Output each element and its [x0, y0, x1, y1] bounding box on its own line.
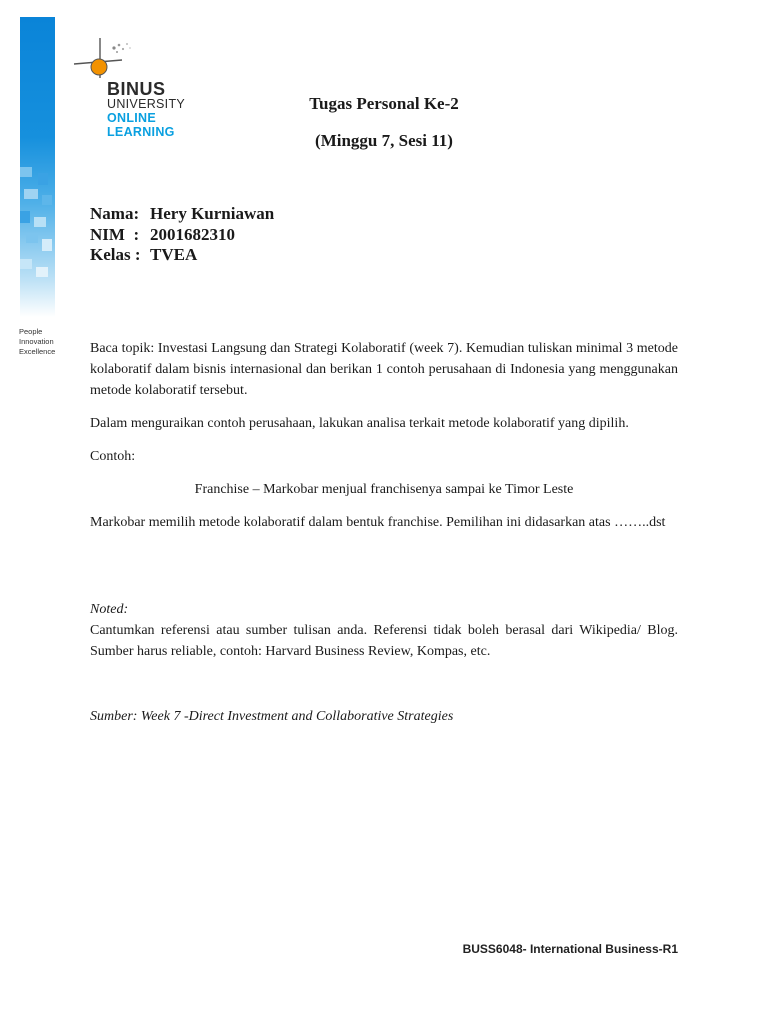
tagline-innovation: Innovation [19, 337, 54, 346]
footer-course-code: BUSS6048- International Business-R1 [462, 942, 678, 956]
logo-binus-text: BINUS [107, 79, 166, 99]
nim-label: NIM : [90, 224, 140, 244]
kelas-row [90, 245, 274, 266]
kelas-value: TVEA [150, 245, 198, 264]
tagline-people: People [19, 327, 43, 336]
nim-row [90, 225, 274, 246]
student-identity [90, 204, 274, 266]
nama-row [90, 204, 274, 225]
brand-stripe [20, 17, 55, 317]
assignment-body [90, 338, 678, 545]
page-subtitle: (Minggu 7, Sesi 11) [315, 131, 453, 150]
nim-value: 2001682310 [150, 224, 235, 244]
logo-university-text: UNIVERSITY [107, 97, 186, 111]
logo-online-text: ONLINE [107, 111, 157, 125]
noted-section [90, 599, 678, 662]
example-heading: Franchise – Markobar menjual franchisenya sampai ke Timor Leste [194, 482, 574, 497]
stripe-mosaic [20, 167, 55, 317]
binus-logo [70, 36, 190, 146]
tagline [19, 327, 55, 357]
noted-label: Noted: [90, 602, 129, 617]
instruction-paragraph: Baca topik: Investasi Langsung dan Strategi Kolaboratif (week 7). Kemudian tuliskan minimal 3 metode kolaboratif dalam bisnis internasional dan berikan 1 contoh perusahaan di Indonesia yang menggunakan metode kolaboratif tersebut. [90, 341, 678, 398]
page-title: Tugas Personal Ke-2 [309, 94, 459, 113]
nama-label: Nama: [90, 204, 140, 223]
tagline-excellence: Excellence [19, 347, 56, 356]
source-line: Sumber: Week 7 -Direct Investment and Collaborative Strategies [90, 709, 454, 724]
nama-value: Hery Kurniawan [150, 204, 275, 223]
noted-text: Cantumkan referensi atau sumber tulisan anda. Referensi tidak boleh berasal dari Wikipedia/ Blog. Sumber harus reliable, contoh: Harvard Business Review, Kompas, etc. [90, 623, 678, 659]
example-paragraph: Markobar memilih metode kolaboratif dalam bentuk franchise. Pemilihan ini didasarkan atas ……..dst [90, 515, 666, 530]
analysis-paragraph: Dalam menguraikan contoh perusahaan, lakukan analisa terkait metode kolaboratif yang dipilih. [90, 416, 629, 431]
logo-learning-text: LEARNING [107, 125, 175, 139]
example-label: Contoh: [90, 449, 136, 464]
kelas-label: Kelas : [90, 245, 141, 264]
